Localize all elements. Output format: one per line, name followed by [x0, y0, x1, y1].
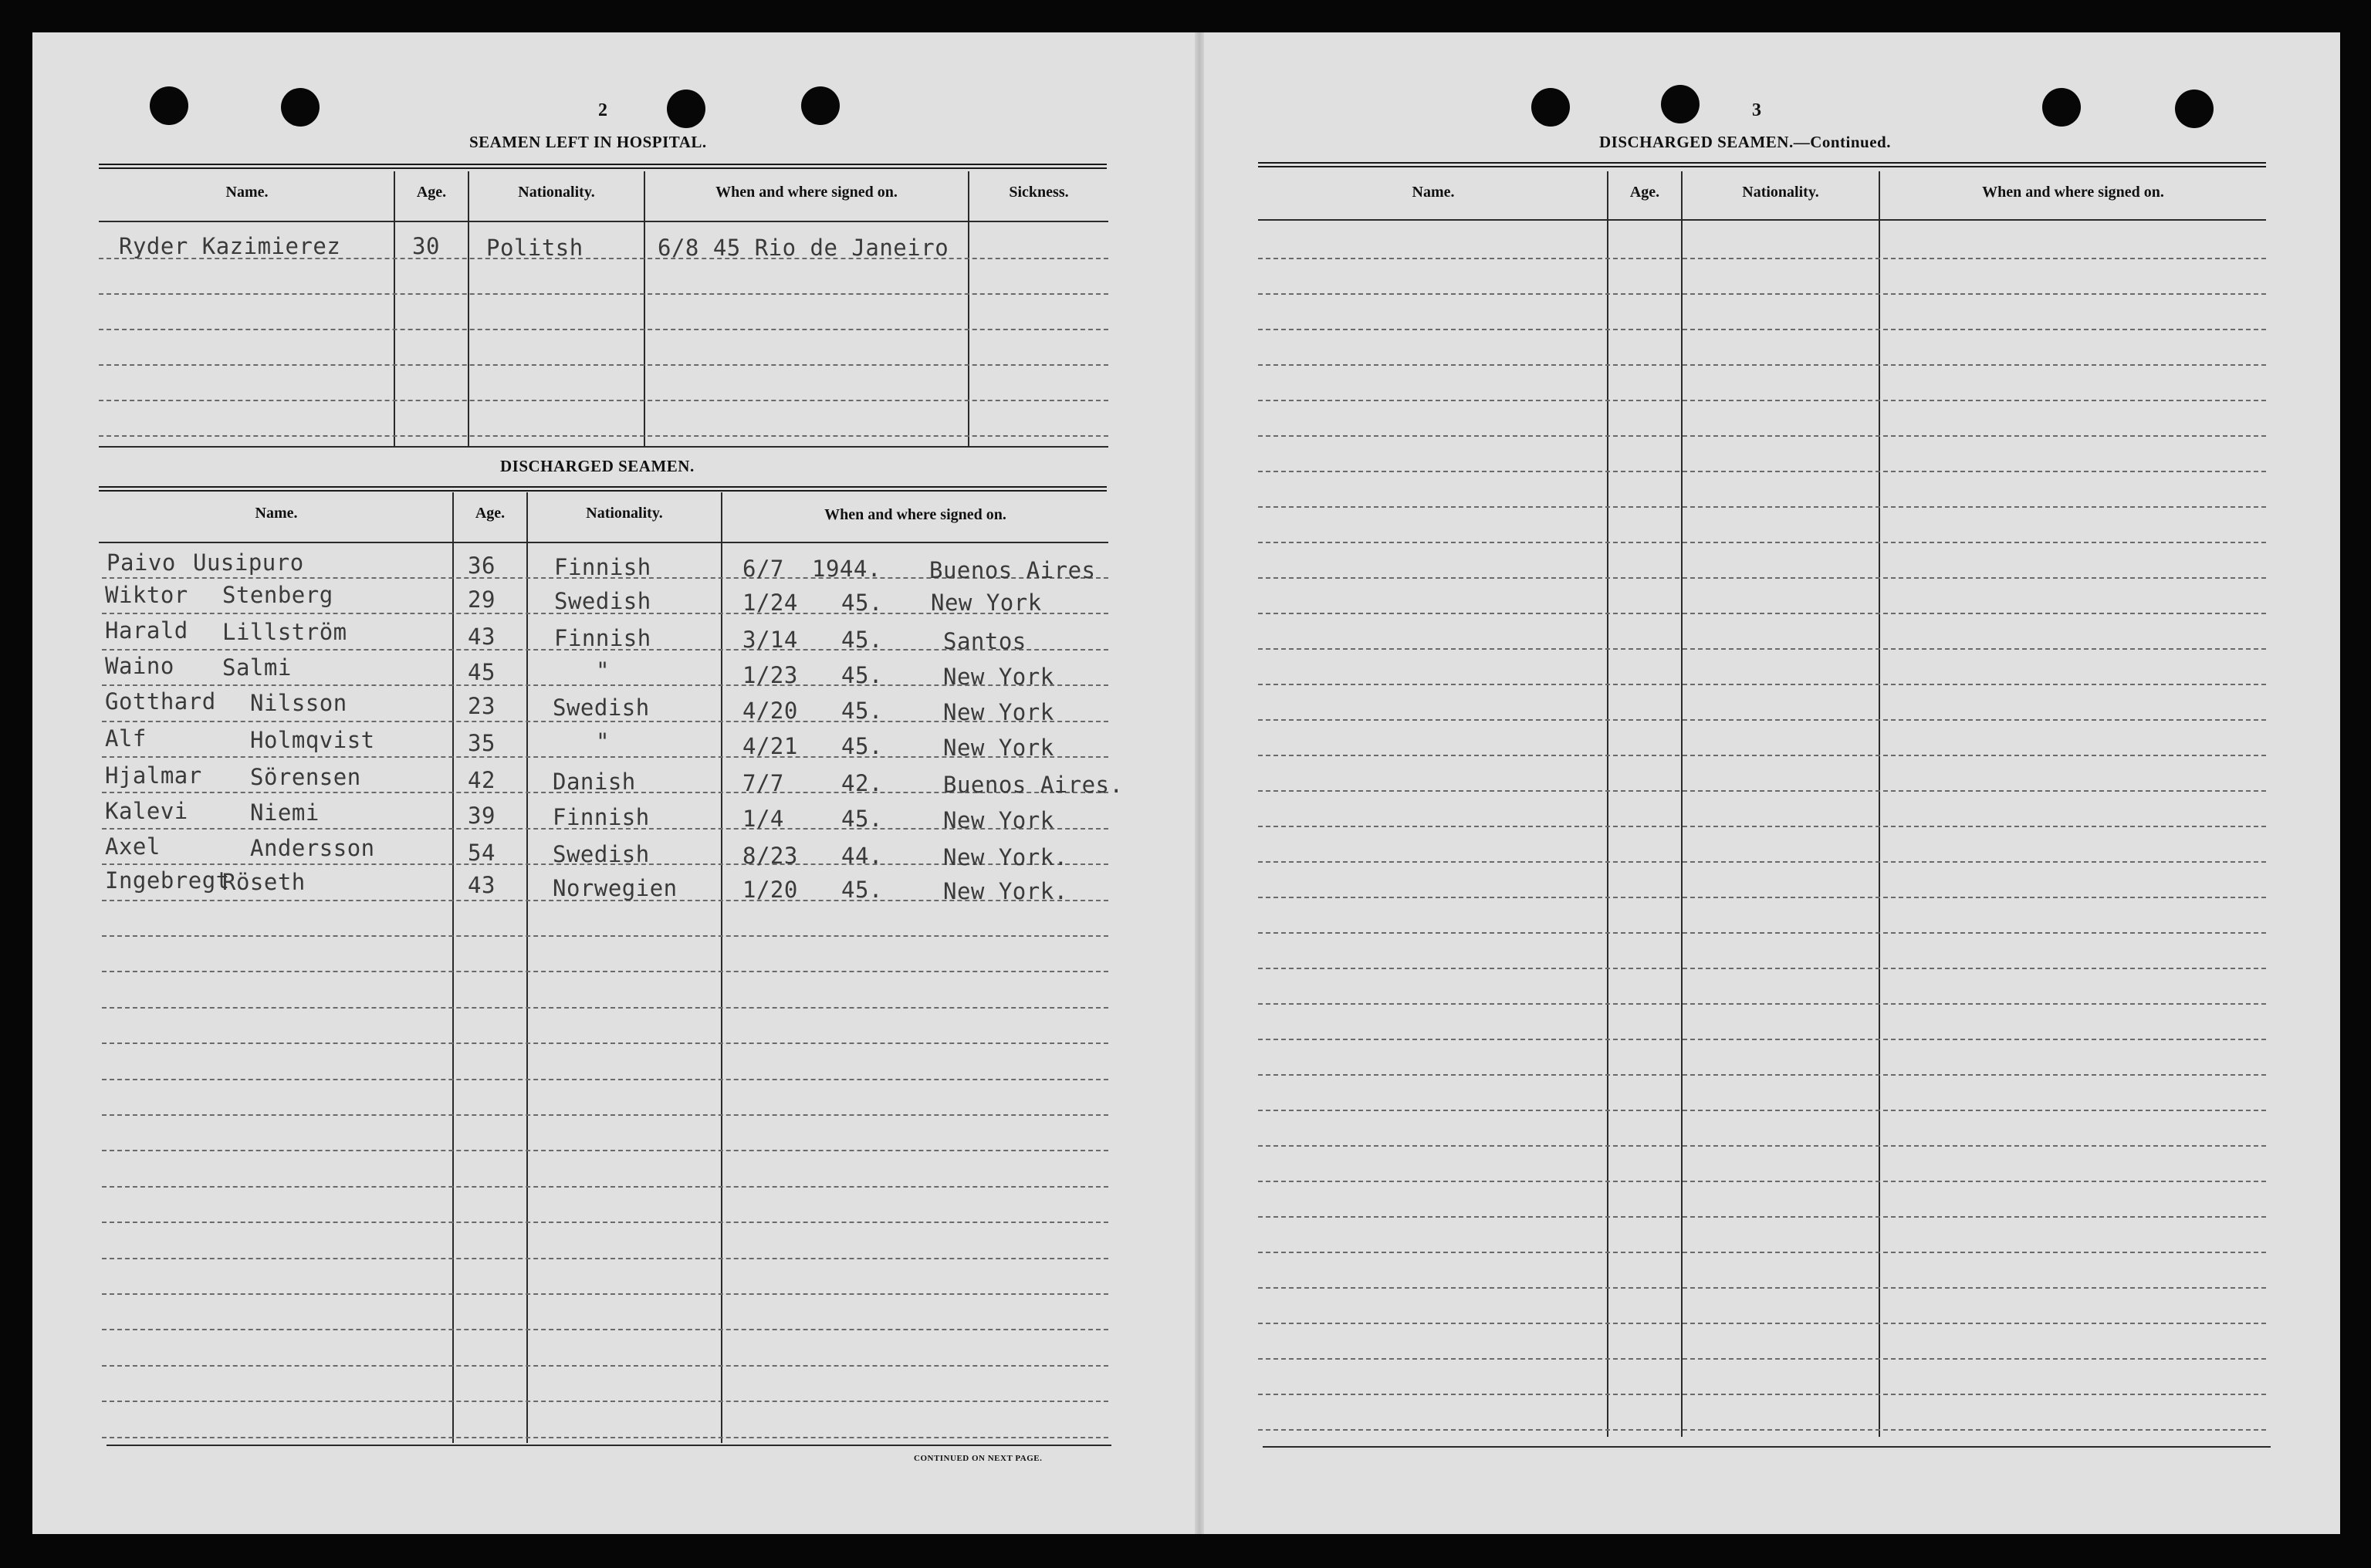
cell-last-name: Nilsson — [250, 690, 347, 716]
header-rule — [99, 542, 1108, 543]
discharged-section-title: DISCHARGED SEAMEN. — [500, 457, 695, 475]
cell-last-name: Holmqvist — [250, 727, 375, 753]
cell-nationality: Politsh — [486, 235, 583, 261]
cell-nationality: Finnish — [553, 804, 650, 830]
ruled-line — [1258, 471, 2266, 472]
ruled-line — [1258, 577, 2266, 579]
column-header-age: Age. — [475, 505, 506, 522]
column-header-signed-on: When and where signed on. — [824, 506, 1006, 523]
ruled-line — [1258, 435, 2266, 437]
ruled-line — [1258, 968, 2266, 969]
cell-age: 30 — [412, 233, 440, 259]
cell-name: Ryder Kazimierez — [119, 233, 341, 259]
cell-place: Santos — [943, 628, 1027, 654]
cell-first-name: Paivo — [107, 549, 176, 576]
cell-age: 23 — [468, 693, 496, 719]
ruled-line — [1258, 1074, 2266, 1076]
ruled-line — [99, 329, 1108, 330]
cell-date: 3/14 — [742, 627, 798, 653]
cell-year: 1944. — [812, 556, 881, 582]
punch-hole — [1531, 88, 1570, 127]
cell-date: 1/24 — [742, 590, 798, 616]
ruled-line — [102, 1114, 1108, 1116]
ruled-line — [102, 1365, 1108, 1367]
cell-age: 35 — [468, 730, 496, 756]
cell-nationality: Finnish — [554, 554, 651, 580]
ruled-line — [102, 971, 1108, 972]
ruled-line — [1258, 364, 2266, 366]
punch-hole — [1661, 85, 1700, 123]
ruled-line — [1258, 719, 2266, 721]
ruled-line — [102, 1079, 1108, 1080]
cell-year: 45. — [841, 590, 883, 616]
column-divider — [1879, 171, 1880, 1437]
ruled-line — [1258, 790, 2266, 792]
hospital-section-title: SEAMEN LEFT IN HOSPITAL. — [469, 133, 707, 151]
cell-year: 45. — [841, 698, 883, 724]
ruled-line — [1258, 897, 2266, 898]
cell-age: 54 — [468, 840, 496, 866]
cell-signed-on: 6/8 45 Rio de Janeiro — [658, 235, 949, 261]
ruled-line — [1258, 542, 2266, 543]
ruled-line — [1258, 506, 2266, 508]
ruled-line — [102, 1007, 1108, 1009]
cell-place: New York — [943, 664, 1054, 690]
cell-nationality: Swedish — [554, 588, 651, 614]
column-header-sickness: Sickness. — [1009, 184, 1069, 201]
cell-age: 36 — [468, 553, 496, 579]
ruled-line — [1258, 1003, 2266, 1005]
column-divider — [721, 492, 722, 1443]
ruled-line — [1258, 1323, 2266, 1324]
section-bottom-rule — [1263, 1446, 2271, 1448]
cell-date: 1/4 — [742, 806, 784, 832]
ruled-line — [1258, 1287, 2266, 1289]
cell-last-name: Stenberg — [222, 582, 333, 608]
discharged-continued-title: DISCHARGED SEAMEN.—Continued. — [1599, 133, 1891, 151]
ruled-line — [1258, 1181, 2266, 1182]
cell-age: 29 — [468, 586, 496, 613]
column-divider — [1681, 171, 1683, 1437]
cell-age: 39 — [468, 803, 496, 829]
punch-hole — [801, 86, 840, 125]
cell-nationality: " — [596, 728, 610, 755]
binding-fold — [1195, 32, 1204, 1534]
cell-place: New York — [943, 735, 1054, 761]
ruled-line — [1258, 1039, 2266, 1040]
punch-hole — [150, 86, 188, 125]
ruled-line — [102, 1043, 1108, 1044]
cell-first-name: Gotthard — [105, 688, 216, 715]
cell-place: New York — [931, 590, 1042, 616]
column-header-name: Name. — [1412, 184, 1455, 201]
cell-last-name: Niemi — [250, 799, 320, 826]
cell-date: 6/7 — [742, 556, 784, 582]
column-header-name: Name. — [225, 184, 269, 201]
continued-note: CONTINUED ON NEXT PAGE. — [914, 1454, 1043, 1463]
cell-age: 43 — [468, 623, 496, 650]
cell-date: 1/20 — [742, 877, 798, 903]
ruled-line — [102, 1150, 1108, 1151]
column-divider — [394, 171, 395, 446]
ruled-line — [102, 1293, 1108, 1295]
cell-year: 45. — [841, 662, 883, 688]
punch-hole — [281, 88, 320, 127]
ruled-line — [102, 1186, 1108, 1188]
cell-last-name: Lillström — [222, 619, 347, 645]
cell-place: New York. — [943, 844, 1068, 870]
page-number: 2 — [598, 100, 607, 120]
section-bottom-rule — [107, 1445, 1111, 1446]
punch-hole — [2042, 88, 2081, 127]
cell-nationality: Norwegien — [553, 875, 678, 901]
page-number: 3 — [1752, 100, 1761, 120]
column-header-signed-on: When and where signed on. — [1982, 184, 2164, 201]
cell-year: 45. — [841, 627, 883, 653]
cell-first-name: Axel — [105, 833, 161, 860]
column-header-nationality: Nationality. — [1742, 184, 1819, 201]
cell-last-name: Andersson — [250, 835, 375, 861]
column-header-age: Age. — [1629, 184, 1660, 201]
ruled-line — [1258, 826, 2266, 827]
ruled-line — [99, 435, 1108, 437]
punch-hole — [667, 90, 705, 128]
ruled-line — [99, 400, 1108, 401]
ruled-line — [1258, 293, 2266, 295]
header-rule — [99, 221, 1108, 222]
ruled-line — [102, 1258, 1108, 1259]
cell-last-name: Uusipuro — [193, 549, 304, 576]
cell-age: 45 — [468, 659, 496, 685]
column-header-age: Age. — [416, 184, 447, 201]
ruled-line — [1258, 1252, 2266, 1253]
ruled-line — [102, 935, 1108, 937]
cell-year: 45. — [841, 877, 883, 903]
cell-year: 44. — [841, 843, 883, 869]
ruled-line — [102, 1329, 1108, 1330]
cell-year: 45. — [841, 733, 883, 759]
column-divider — [644, 171, 645, 446]
ruled-line — [1258, 861, 2266, 863]
column-divider — [452, 492, 454, 1443]
column-header-nationality: Nationality. — [518, 184, 595, 201]
cell-first-name: Alf — [105, 725, 147, 752]
cell-first-name: Harald — [105, 617, 188, 644]
cell-date: 7/7 — [742, 770, 784, 796]
cell-nationality: " — [596, 657, 610, 684]
ruled-line — [102, 1437, 1108, 1438]
column-divider — [1607, 171, 1608, 1437]
cell-place: Buenos Aires — [929, 557, 1096, 583]
cell-age: 42 — [468, 767, 496, 793]
ruled-line — [102, 1222, 1108, 1223]
cell-date: 4/20 — [742, 698, 798, 724]
ruled-line — [1258, 258, 2266, 259]
section-bottom-rule — [99, 446, 1108, 448]
cell-year: 45. — [841, 806, 883, 832]
title-rule — [99, 164, 1107, 169]
ruled-line — [1258, 755, 2266, 756]
cell-nationality: Danish — [553, 769, 636, 795]
ruled-line — [1258, 329, 2266, 330]
ruled-line — [1258, 648, 2266, 650]
cell-date: 4/21 — [742, 733, 798, 759]
cell-place: New York — [943, 807, 1054, 833]
cell-last-name: Sörensen — [250, 764, 361, 790]
cell-age: 43 — [468, 872, 496, 898]
column-divider — [468, 171, 469, 446]
ruled-line — [1258, 613, 2266, 614]
cell-first-name: Hjalmar — [105, 762, 202, 789]
cell-nationality: Finnish — [554, 625, 651, 651]
ruled-line — [1258, 1110, 2266, 1111]
cell-place: New York — [943, 699, 1054, 725]
ruled-line — [1258, 1216, 2266, 1218]
column-header-signed-on: When and where signed on. — [715, 184, 898, 201]
column-divider — [526, 492, 528, 1443]
ruled-line — [99, 293, 1108, 295]
cell-last-name: Salmi — [222, 654, 292, 681]
cell-first-name: Kalevi — [105, 798, 188, 824]
cell-first-name: Wiktor — [105, 582, 188, 608]
cell-place: New York. — [943, 878, 1068, 904]
cell-nationality: Swedish — [553, 841, 650, 867]
cell-date: 1/23 — [742, 662, 798, 688]
ruled-line — [99, 364, 1108, 366]
title-rule — [1258, 162, 2266, 167]
ruled-line — [1258, 1394, 2266, 1395]
ruled-line — [1258, 400, 2266, 401]
cell-date: 8/23 — [742, 843, 798, 869]
cell-place: Buenos Aires. — [943, 772, 1124, 798]
column-divider — [968, 171, 969, 446]
title-rule — [99, 486, 1107, 492]
header-rule — [1258, 219, 2266, 221]
ruled-line — [1258, 684, 2266, 685]
column-header-name: Name. — [255, 505, 298, 522]
ruled-line — [1258, 1429, 2266, 1431]
cell-last-name: Röseth — [222, 869, 306, 895]
cell-first-name: Ingebregt — [105, 867, 230, 894]
ruled-line — [1258, 1358, 2266, 1360]
ruled-line — [1258, 932, 2266, 934]
ruled-line — [1258, 1145, 2266, 1147]
column-header-nationality: Nationality. — [586, 505, 663, 522]
cell-first-name: Waino — [105, 653, 174, 679]
ruled-line — [102, 1401, 1108, 1402]
cell-year: 42. — [841, 770, 883, 796]
cell-nationality: Swedish — [553, 694, 650, 721]
punch-hole — [2175, 90, 2214, 128]
